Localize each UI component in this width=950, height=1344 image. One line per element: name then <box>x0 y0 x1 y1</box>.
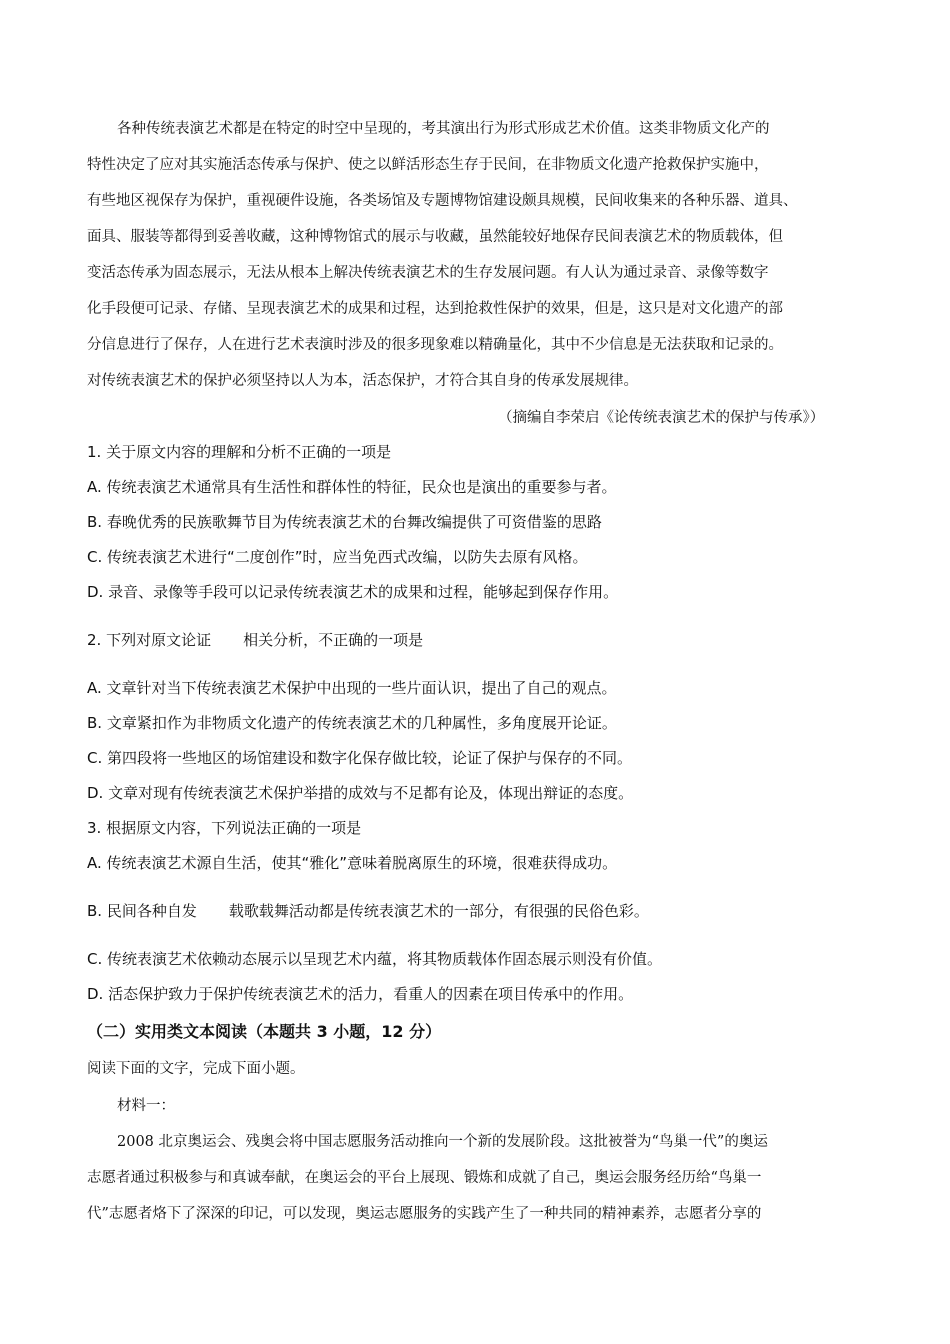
question-2-stem-part2: 相关分析，不正确的一项是 <box>243 631 424 649</box>
question-2-stem-part1: 2. 下列对原文论证 <box>87 631 212 649</box>
passage-line: 分信息进行了保存，人在进行艺术表演时涉及的很多现象难以精确量化，其中不少信息是无法获取和记录的。 <box>87 337 783 353</box>
question-3-option-b-part2: 载歌载舞活动都是传统表演艺术的一部分，有很强的民俗色彩。 <box>228 902 649 920</box>
question-1-option-a: A. 传统表演艺术通常具有生活性和群体性的特征，民众也是演出的重要参与者。 <box>87 478 617 496</box>
question-3-option-b <box>87 900 649 921</box>
passage-line: 对传统表演艺术的保护必须坚持以人为本，活态保护，才符合其自身的传承发展规律。 <box>87 373 638 389</box>
section-instruction: 阅读下面的文字，完成下面小题。 <box>87 1061 305 1077</box>
material-line: 代”志愿者烙下了深深的印记，可以发现，奥运志愿服务的实践产生了一种共同的精神素养，志愿者分享的 <box>87 1206 762 1222</box>
question-1-option-c: C. 传统表演艺术进行“二度创作”时，应当免西式改编，以防失去原有风格。 <box>87 548 588 566</box>
question-3-stem: 3. 根据原文内容，下列说法正确的一项是 <box>87 819 362 837</box>
question-1-stem: 1. 关于原文内容的理解和分析不正确的一项是 <box>87 443 392 461</box>
question-1-option-b: B. 春晚优秀的民族歌舞节目为传统表演艺术的台舞改编提供了可资借鉴的思路 <box>87 513 602 531</box>
material-line: 2008 北京奥运会、残奥会将中国志愿服务活动推向一个新的发展阶段。这批被誉为“鸟巢一代”的奥运 <box>117 1134 768 1150</box>
passage-line: 各种传统表演艺术都是在特定的时空中呈现的，考其演出行为形式形成艺术价值。这类非物质文化产的 <box>117 121 770 137</box>
passage-line: 有些地区视保存为保护，重视硬件设施，各类场馆及专题博物馆建设颇具规模，民间收集来的各种乐器、道具、 <box>87 193 798 209</box>
section-heading: （二）实用类文本阅读（本题共 3 小题，12 分） <box>87 1022 442 1041</box>
question-2-stem <box>87 629 423 650</box>
source-citation: （摘编自李荣启《论传统表演艺术的保护与传承》） <box>498 410 825 426</box>
passage-line: 特性决定了应对其实施活态传承与保护、使之以鲜活形态生存于民间，在非物质文化遗产抢救保护实施中， <box>87 157 769 173</box>
question-3-option-b-part1: B. 民间各种自发 <box>87 902 197 920</box>
question-2-option-a: A. 文章针对当下传统表演艺术保护中出现的一些片面认识，提出了自己的观点。 <box>87 679 617 697</box>
passage-line: 变活态传承为固态展示，无法从根本上解决传统表演艺术的生存发展问题。有人认为通过录音、录像等数字 <box>87 265 769 281</box>
question-2-option-c: C. 第四段将一些地区的场馆建设和数字化保存做比较，论证了保护与保存的不同。 <box>87 749 633 767</box>
question-3-option-d: D. 活态保护致力于保护传统表演艺术的活力，看重人的因素在项目传承中的作用。 <box>87 985 634 1003</box>
passage-line: 面具、服装等都得到妥善收藏，这种博物馆式的展示与收藏，虽然能较好地保存民间表演艺术的物质载体，但 <box>87 229 783 245</box>
question-3-option-a: A. 传统表演艺术源自生活，使其“雅化”意味着脱离原生的环境，很难获得成功。 <box>87 854 618 872</box>
passage-line: 化手段便可记录、存储、呈现表演艺术的成果和过程，达到抢救性保护的效果，但是，这只是对文化遗产的部 <box>87 301 783 317</box>
question-3-option-c: C. 传统表演艺术依赖动态展示以呈现艺术内蕴，将其物质载体作固态展示则没有价值。 <box>87 950 663 968</box>
question-2-option-b: B. 文章紧扣作为非物质文化遗产的传统表演艺术的几种属性，多角度展开论证。 <box>87 714 617 732</box>
material-label: 材料一： <box>117 1098 175 1114</box>
question-2-option-d: D. 文章对现有传统表演艺术保护举措的成效与不足都有论及，体现出辩证的态度。 <box>87 784 634 802</box>
question-1-option-d: D. 录音、录像等手段可以记录传统表演艺术的成果和过程，能够起到保存作用。 <box>87 583 619 601</box>
material-line: 志愿者通过积极参与和真诚奉献，在奥运会的平台上展现、锻炼和成就了自己，奥运会服务经历给“鸟巢一 <box>87 1170 762 1186</box>
